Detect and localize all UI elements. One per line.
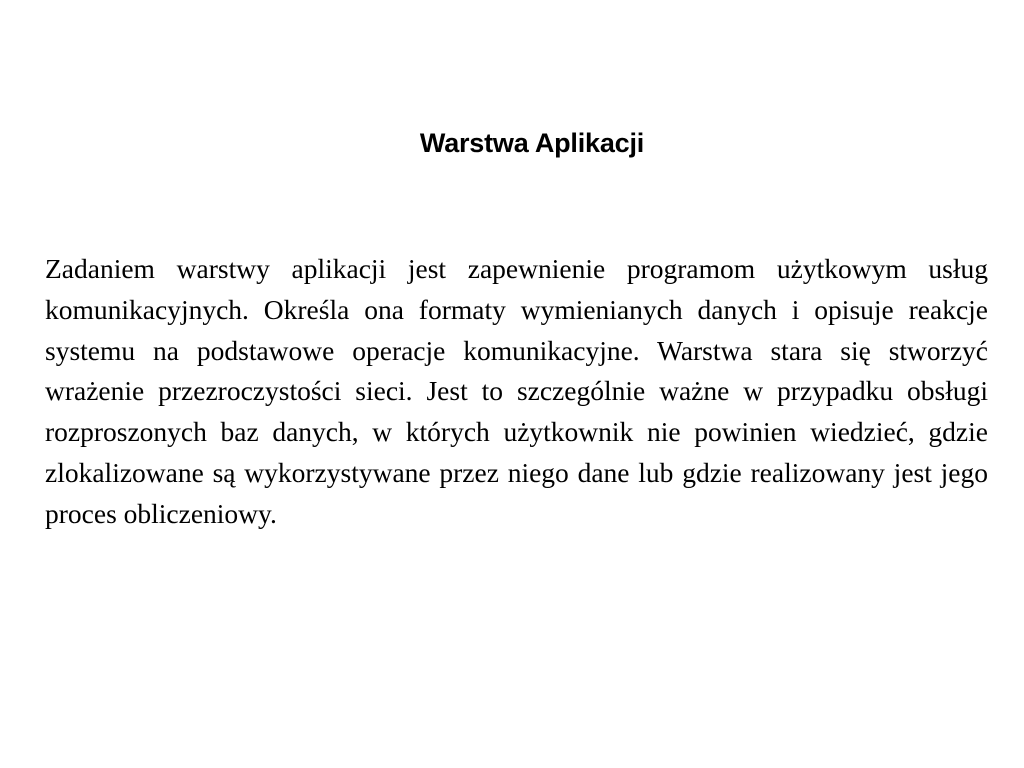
- slide-paragraph: Zadaniem warstwy aplikacji jest zapewnienie programom użytkowym usług komunikacyjnych. Określa ona formaty wymienianych danych i opisuje reakcje systemu na podstawowe operacje komunikacyjne. Warstwa stara się stworzyć wrażenie przezroczystości sieci. Jest to szczególnie ważne w przypadku obsługi rozproszonych baz danych, w których użytkownik nie powinien wiedzieć, gdzie zlokalizowane są wykorzystywane przez niego dane lub gdzie realizowany jest jego proces obliczeniowy.: [45, 253, 988, 529]
- slide-title: Warstwa Aplikacji: [419, 128, 645, 158]
